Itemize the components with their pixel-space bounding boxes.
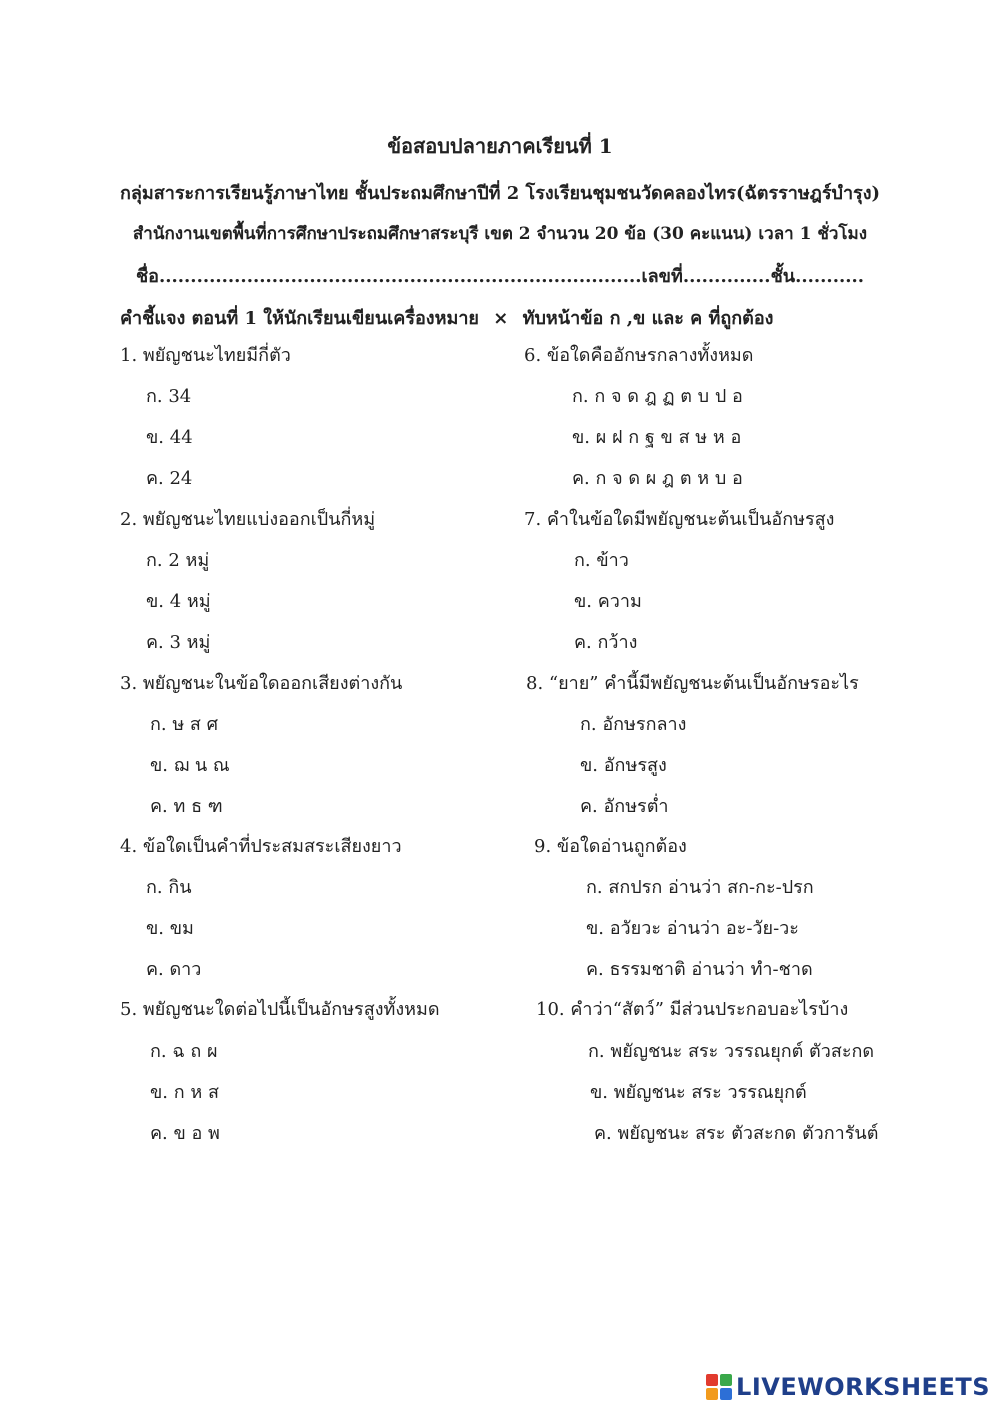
q7-option-b[interactable]: ข. ความ: [574, 591, 642, 612]
q9-option-b[interactable]: ข. อวัยวะ อ่านว่า อะ-วัย-วะ: [586, 918, 799, 939]
logo-text: LIVEWORKSHEETS: [736, 1373, 990, 1401]
question-2: 2. พยัญชนะไทยแบ่งออกเป็นกี่หมู่: [120, 509, 376, 530]
liveworksheets-logo: [706, 1373, 990, 1401]
q1-option-b[interactable]: ข. 44: [146, 427, 193, 448]
student-info-line: ชื่อ.............................................................................เลขที่..............ชั้น...........: [135, 266, 865, 287]
q1-option-c[interactable]: ค. 24: [146, 468, 193, 489]
q5-option-b[interactable]: ข. ก ห ส: [150, 1082, 219, 1103]
q4-option-a[interactable]: ก. กิน: [146, 877, 192, 898]
q6-option-b[interactable]: ข. ผ ฝ ก ฐ ข ส ษ ห อ: [572, 427, 742, 448]
q8-option-a[interactable]: ก. อักษรกลาง: [580, 714, 687, 735]
cross-mark-symbol: ×: [493, 308, 509, 329]
q3-option-a[interactable]: ก. ษ ส ศ: [150, 714, 219, 735]
q4-option-b[interactable]: ข. ขม: [146, 918, 194, 939]
q8-option-c[interactable]: ค. อักษรต่ำ: [580, 796, 669, 817]
subject-line: กลุ่มสาระการเรียนรู้ภาษาไทย ชั้นประถมศึกษาปีที่ 2 โรงเรียนชุมชนวัดคลองไทร(ฉัตรราษฎร์บำรุง): [119, 183, 881, 204]
q5-option-a[interactable]: ก. ฉ ถ ผ: [150, 1041, 218, 1062]
question-1: 1. พยัญชนะไทยมีกี่ตัว: [120, 345, 291, 366]
question-6: 6. ข้อใดคืออักษรกลางทั้งหมด: [524, 345, 754, 366]
q3-option-b[interactable]: ข. ฌ น ณ: [150, 755, 230, 776]
question-5: 5. พยัญชนะใดต่อไปนี้เป็นอักษรสูงทั้งหมด: [120, 999, 440, 1020]
q6-option-a[interactable]: ก. ก จ ด ฎ ฏ ต บ ป อ: [572, 386, 743, 407]
district-line: สำนักงานเขตพื้นที่การศึกษาประถมศึกษาสระบุรี เขต 2 จำนวน 20 ข้อ (30 คะแนน) เวลา 1 ชั่วโมง: [132, 224, 868, 244]
q10-option-c[interactable]: ค. พยัญชนะ สระ ตัวสะกด ตัวการันต์: [594, 1123, 879, 1144]
liveworksheets-logo-icon: [706, 1374, 732, 1400]
q2-option-b[interactable]: ข. 4 หมู่: [146, 591, 211, 612]
instructions: [120, 303, 773, 332]
question-9: 9. ข้อใดอ่านถูกต้อง: [534, 836, 687, 857]
question-4: 4. ข้อใดเป็นคำที่ประสมสระเสียงยาว: [120, 836, 402, 857]
q1-option-a[interactable]: ก. 34: [146, 386, 192, 407]
q2-option-a[interactable]: ก. 2 หมู่: [146, 550, 210, 571]
q3-option-c[interactable]: ค. ท ธ ฑ: [150, 796, 223, 817]
q10-option-a[interactable]: ก. พยัญชนะ สระ วรรณยุกต์ ตัวสะกด: [588, 1041, 875, 1062]
question-7: 7. คำในข้อใดมีพยัญชนะต้นเป็นอักษรสูง: [524, 509, 835, 530]
instructions-text-before: คำชี้แจง ตอนที่ 1 ให้นักเรียนเขียนเครื่องหมาย: [120, 308, 479, 329]
q9-option-a[interactable]: ก. สกปรก อ่านว่า สก-กะ-ปรก: [586, 877, 814, 898]
question-3: 3. พยัญชนะในข้อใดออกเสียงต่างกัน: [120, 673, 403, 694]
exam-title: ข้อสอบปลายภาคเรียนที่ 1: [387, 134, 613, 158]
q8-option-b[interactable]: ข. อักษรสูง: [580, 755, 667, 776]
q7-option-a[interactable]: ก. ข้าว: [574, 550, 629, 571]
instructions-text-after: ทับหน้าข้อ ก ,ข และ ค ที่ถูกต้อง: [522, 308, 774, 329]
q5-option-c[interactable]: ค. ข อ พ: [150, 1123, 220, 1144]
q4-option-c[interactable]: ค. ดาว: [146, 959, 202, 980]
q6-option-c[interactable]: ค. ก จ ด ผ ฎ ต ห บ อ: [572, 468, 743, 489]
question-8: 8. “ยาย” คำนี้มีพยัญชนะต้นเป็นอักษรอะไร: [526, 673, 859, 694]
q2-option-c[interactable]: ค. 3 หมู่: [146, 632, 211, 653]
q9-option-c[interactable]: ค. ธรรมชาติ อ่านว่า ทำ-ชาด: [586, 959, 813, 980]
q7-option-c[interactable]: ค. กว้าง: [574, 632, 638, 653]
q10-option-b[interactable]: ข. พยัญชนะ สระ วรรณยุกต์: [590, 1082, 807, 1103]
question-10: 10. คำว่า“สัตว์” มีส่วนประกอบอะไรบ้าง: [536, 999, 849, 1020]
